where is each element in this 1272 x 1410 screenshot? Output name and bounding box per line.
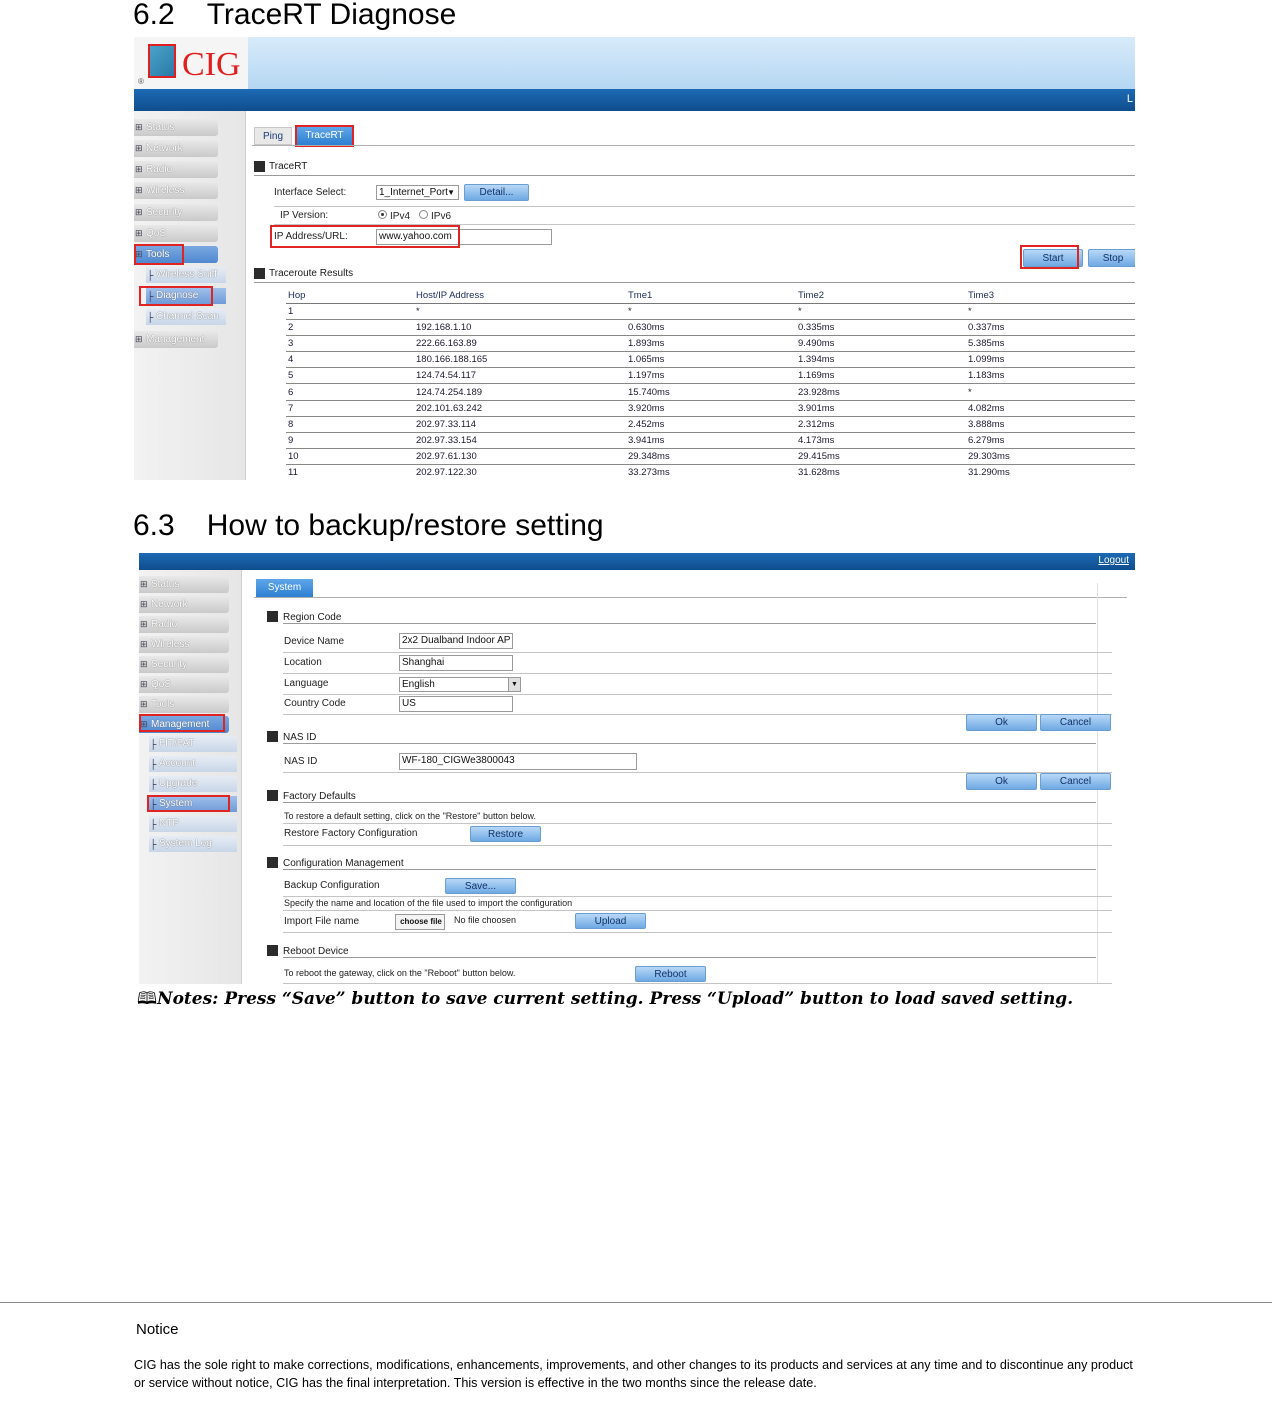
cell-time1: 1.065ms [626, 352, 796, 368]
sidebar-item-qos[interactable]: ⊞ QoS [139, 676, 229, 693]
device-name-label: Device Name [284, 636, 345, 647]
sidebar-item-radio[interactable]: ⊞ Radio [139, 616, 229, 633]
divider [283, 673, 1112, 674]
highlight-ip-address [270, 225, 460, 248]
cell-time3: * [966, 303, 1135, 319]
cell-host: 180.166.188.165 [414, 352, 626, 368]
section-title: TraceRT Diagnose [206, 0, 457, 31]
reboot-hint: To reboot the gateway, click on the "Reboot" button below. [284, 968, 516, 978]
cell-hop: 2 [286, 319, 414, 335]
notes-icon: 🕮 [137, 989, 158, 1009]
tracert-screenshot [134, 37, 1135, 480]
column-header-host: Host/IP Address [414, 289, 626, 303]
divider [283, 983, 1112, 984]
sidebar-item-management[interactable]: ⊞ Management [139, 716, 229, 733]
cell-host: 124.74.254.189 [414, 384, 626, 400]
cell-hop: 6 [286, 384, 414, 400]
cell-host: 202.97.122.30 [414, 465, 626, 480]
cell-time2: 23.928ms [796, 384, 966, 400]
sidebar-subitem-upgrade[interactable]: ├ Upgrade [149, 776, 237, 792]
cell-host: 202.97.33.114 [414, 416, 626, 432]
section-title-reboot-device: Reboot Device [283, 946, 349, 957]
column-header-hop: Hop [286, 289, 414, 303]
section-number: 6.2 [133, 0, 175, 31]
nas-id-input[interactable]: WF-180_CIGWe3800043 [399, 753, 637, 770]
language-select-value: English [402, 679, 435, 690]
sidebar-item-security[interactable]: ⊞ Security [139, 656, 229, 673]
nas-ok-button[interactable]: Ok [966, 773, 1037, 790]
import-hint: Specify the name and location of the file used to import the configuration [284, 898, 573, 908]
cell-time2: 1.394ms [796, 352, 966, 368]
section-marker-icon [267, 857, 278, 868]
highlight-management [139, 714, 225, 732]
sidebar-item-wireless[interactable]: ⊞ Wireless [139, 636, 229, 653]
sidebar-item-tools[interactable]: ⊞ Tools [139, 696, 229, 713]
ipv4-label: IPv4 [390, 211, 411, 222]
cell-hop: 7 [286, 400, 414, 416]
sidebar [134, 111, 246, 480]
cell-time1: 1.893ms [626, 335, 796, 351]
cell-time1: 3.920ms [626, 400, 796, 416]
footer-divider [0, 1302, 1272, 1303]
cell-time1: 15.740ms [626, 384, 796, 400]
column-header-time3: Time3 [966, 289, 1135, 303]
location-label: Location [284, 657, 322, 668]
section-title-tracert: TraceRT [269, 161, 308, 172]
dropdown-arrow-icon: ▼ [508, 678, 520, 691]
tab-ping[interactable]: Ping [254, 127, 292, 145]
dropdown-arrow-icon: ▼ [447, 188, 455, 197]
cell-time3: 5.385ms [966, 335, 1135, 351]
region-ok-button[interactable]: Ok [966, 714, 1037, 731]
cell-time3: 4.082ms [966, 400, 1135, 416]
notice-text: CIG has the sole right to make corrections, modifications, enhancements, improvements, and other changes to its products and services at any time and to discontinue any product or service without notice, CIG has the final interpretation. This version is effective in the two months since the release date. [134, 1358, 1133, 1390]
language-label: Language [284, 678, 329, 689]
section-6-2-heading [133, 0, 456, 32]
ip-version-label: IP Version: [280, 210, 329, 221]
choose-file-button[interactable]: choose file [395, 914, 445, 930]
highlight-tracert-tab [295, 125, 354, 147]
table-row [286, 384, 1135, 400]
cell-hop: 11 [286, 465, 414, 480]
table-row [286, 303, 1135, 319]
section-title-traceroute-results: Traceroute Results [269, 268, 354, 279]
country-code-label: Country Code [284, 698, 346, 709]
divider [254, 175, 1135, 176]
cell-host: 222.66.163.89 [414, 335, 626, 351]
divider [283, 869, 1096, 870]
tab-underline [252, 145, 1135, 146]
cell-hop: 9 [286, 433, 414, 449]
divider [283, 845, 1112, 846]
highlight-diagnose [139, 286, 213, 306]
language-select[interactable] [399, 677, 521, 692]
cell-time2: 31.628ms [796, 465, 966, 480]
section-title: How to backup/restore setting [206, 509, 604, 542]
table-row [286, 335, 1135, 351]
cell-host: 202.97.33.154 [414, 433, 626, 449]
location-input[interactable]: Shanghai [399, 655, 513, 671]
cell-time2: 0.335ms [796, 319, 966, 335]
cell-time2: 2.312ms [796, 416, 966, 432]
table-row [286, 368, 1135, 384]
ipv6-label: IPv6 [431, 211, 452, 222]
cell-time3: * [966, 384, 1135, 400]
ipv6-radio[interactable] [419, 210, 428, 219]
section-marker-icon [267, 731, 278, 742]
sidebar-item-network[interactable]: ⊞ Network [134, 140, 218, 157]
sidebar-subitem-system-log[interactable]: ├ System Log [149, 836, 237, 852]
device-name-input[interactable]: 2x2 Dualband Indoor AP [399, 633, 513, 649]
divider [283, 694, 1112, 695]
sidebar-item-radio[interactable]: ⊞ Radio [134, 161, 218, 178]
cell-time1: 0.630ms [626, 319, 796, 335]
section-title-nas-id: NAS ID [283, 732, 317, 743]
sidebar-subitem-fit-fat[interactable]: ├ FIT/FAT [149, 736, 237, 752]
sidebar-subitem-system[interactable]: ├ System [149, 796, 237, 812]
sidebar-item-tools[interactable]: ⊞ Tools [134, 246, 218, 263]
cell-time2: * [796, 303, 966, 319]
divider [283, 743, 1096, 744]
cell-time2: 1.169ms [796, 368, 966, 384]
table-row [286, 400, 1135, 416]
sidebar-item-qos[interactable]: ⊞ QoS [134, 225, 218, 242]
table-row [286, 449, 1135, 465]
divider [283, 910, 1112, 911]
cell-hop: 5 [286, 368, 414, 384]
section-marker-icon [267, 945, 278, 956]
section-marker-icon [267, 790, 278, 801]
nas-id-label: NAS ID [284, 756, 318, 767]
logo-text: CIG [182, 46, 241, 83]
cell-time3: 6.279ms [966, 433, 1135, 449]
table-row [286, 465, 1135, 480]
cell-time1: 29.348ms [626, 449, 796, 465]
cell-time2: 4.173ms [796, 433, 966, 449]
upload-button[interactable]: Upload [575, 913, 646, 929]
factory-hint: To restore a default setting, click on the "Restore" button below. [284, 811, 537, 821]
sidebar [139, 570, 242, 984]
highlight-start-button [1020, 245, 1079, 269]
detail-button[interactable]: Detail... [464, 184, 529, 201]
divider [283, 896, 1112, 897]
section-6-3-heading [133, 509, 604, 543]
save-button[interactable]: Save... [445, 878, 516, 894]
top-navbar [134, 89, 1135, 111]
tab-tracert[interactable]: TraceRT [297, 127, 352, 145]
cell-host: 124.74.54.117 [414, 368, 626, 384]
notes-text: Notes: Press “Save” button to save current setting. Press “Upload” button to load saved setting. [157, 989, 1074, 1009]
ipv4-radio[interactable] [378, 210, 387, 219]
registered-icon: ® [138, 77, 144, 86]
ip-address-label: IP Address/URL: [274, 231, 348, 242]
interface-select-value: 1_Internet_Port [379, 187, 448, 198]
tab-underline [254, 597, 1127, 598]
cell-time3: 29.303ms [966, 449, 1135, 465]
cell-time3: 0.337ms [966, 319, 1135, 335]
cell-time2: 9.490ms [796, 335, 966, 351]
backup-configuration-label: Backup Configuration [284, 880, 380, 891]
restore-factory-label: Restore Factory Configuration [284, 828, 418, 839]
sidebar-subitem-account[interactable]: ├ Account [149, 756, 237, 772]
region-cancel-button[interactable]: Cancel [1040, 714, 1111, 731]
interface-select[interactable] [376, 185, 459, 200]
cell-hop: 10 [286, 449, 414, 465]
column-header-time1: Tme1 [626, 289, 796, 303]
cell-time1: 2.452ms [626, 416, 796, 432]
divider [283, 932, 1112, 933]
section-title-configuration-management: Configuration Management [283, 858, 404, 869]
cell-time3: 31.290ms [966, 465, 1135, 480]
stop-button[interactable]: Stop [1088, 249, 1135, 267]
section-marker-icon [254, 161, 265, 172]
table-row [286, 416, 1135, 432]
country-code-input[interactable]: US [399, 696, 513, 712]
divider [283, 802, 1096, 803]
highlight-system [147, 795, 230, 812]
start-button[interactable]: Start [1023, 249, 1083, 267]
top-navbar [139, 553, 1135, 570]
sidebar-item-status[interactable]: ⊞ Status [139, 576, 229, 593]
sidebar-subitem-ntp[interactable]: ├ NTP [149, 816, 237, 832]
sidebar-item-status[interactable]: ⊞ Status [134, 119, 218, 136]
sidebar-item-wireless[interactable]: ⊞ Wireless [134, 182, 218, 199]
interface-select-label: Interface Select: [274, 187, 347, 198]
cig-logo [134, 37, 248, 89]
section-marker-icon [254, 268, 265, 279]
sidebar-subitem-channel-scan[interactable]: ├ Channel Scan [146, 309, 226, 325]
logo-square-icon [148, 44, 176, 78]
import-file-name-label: Import File name [284, 916, 360, 927]
tab-system[interactable]: System [256, 579, 313, 597]
cell-time1: 1.197ms [626, 368, 796, 384]
system-screenshot [139, 553, 1135, 984]
divider [283, 957, 1096, 958]
table-row [286, 352, 1135, 368]
cell-host: 192.168.1.10 [414, 319, 626, 335]
divider [283, 823, 1112, 824]
cell-time2: 29.415ms [796, 449, 966, 465]
cell-time1: 33.273ms [626, 465, 796, 480]
section-number: 6.3 [133, 509, 175, 542]
cell-time1: * [626, 303, 796, 319]
cell-time3: 1.099ms [966, 352, 1135, 368]
cell-hop: 1 [286, 303, 414, 319]
reboot-button[interactable]: Reboot [635, 966, 706, 982]
cell-host: 202.101.63.242 [414, 400, 626, 416]
sidebar-subitem-wireless-sniff[interactable]: ├ Wireless Sniff [146, 267, 226, 283]
divider [283, 652, 1112, 653]
cell-time3: 3.888ms [966, 416, 1135, 432]
cell-time3: 1.183ms [966, 368, 1135, 384]
table-row [286, 319, 1135, 335]
divider [274, 206, 1135, 207]
highlight-tools [134, 244, 184, 265]
notes-paragraph [137, 986, 1073, 1015]
ip-address-input[interactable]: www.yahoo.com [376, 229, 552, 245]
sidebar-item-management[interactable]: ⊞ Management [134, 331, 218, 348]
cell-hop: 3 [286, 335, 414, 351]
divider [254, 282, 1135, 283]
cell-time2: 3.901ms [796, 400, 966, 416]
sidebar-item-security[interactable]: ⊞ Security [134, 204, 218, 221]
cell-hop: 8 [286, 416, 414, 432]
table-row [286, 433, 1135, 449]
navbar-logout-link[interactable]: L [1126, 93, 1133, 105]
divider [283, 623, 1096, 624]
sidebar-item-network[interactable]: ⊞ Network [139, 596, 229, 613]
sidebar-subitem-diagnose[interactable]: ├ Diagnose [146, 288, 226, 304]
restore-button[interactable]: Restore [470, 826, 541, 842]
column-header-time2: Time2 [796, 289, 966, 303]
cell-host: 202.97.61.130 [414, 449, 626, 465]
cell-hop: 4 [286, 352, 414, 368]
section-marker-icon [267, 611, 278, 622]
nas-cancel-button[interactable]: Cancel [1040, 773, 1111, 790]
logout-link[interactable]: Logout [1098, 555, 1129, 566]
no-file-chosen-text: No file choosen [454, 915, 517, 925]
cell-host: * [414, 303, 626, 319]
cell-time1: 3.941ms [626, 433, 796, 449]
notice-title: Notice [136, 1321, 179, 1338]
table-header-row [286, 289, 1135, 303]
section-title-region-code: Region Code [283, 612, 342, 623]
header-banner [134, 37, 1135, 89]
traceroute-results-table [286, 289, 1135, 480]
section-title-factory-defaults: Factory Defaults [283, 791, 356, 802]
